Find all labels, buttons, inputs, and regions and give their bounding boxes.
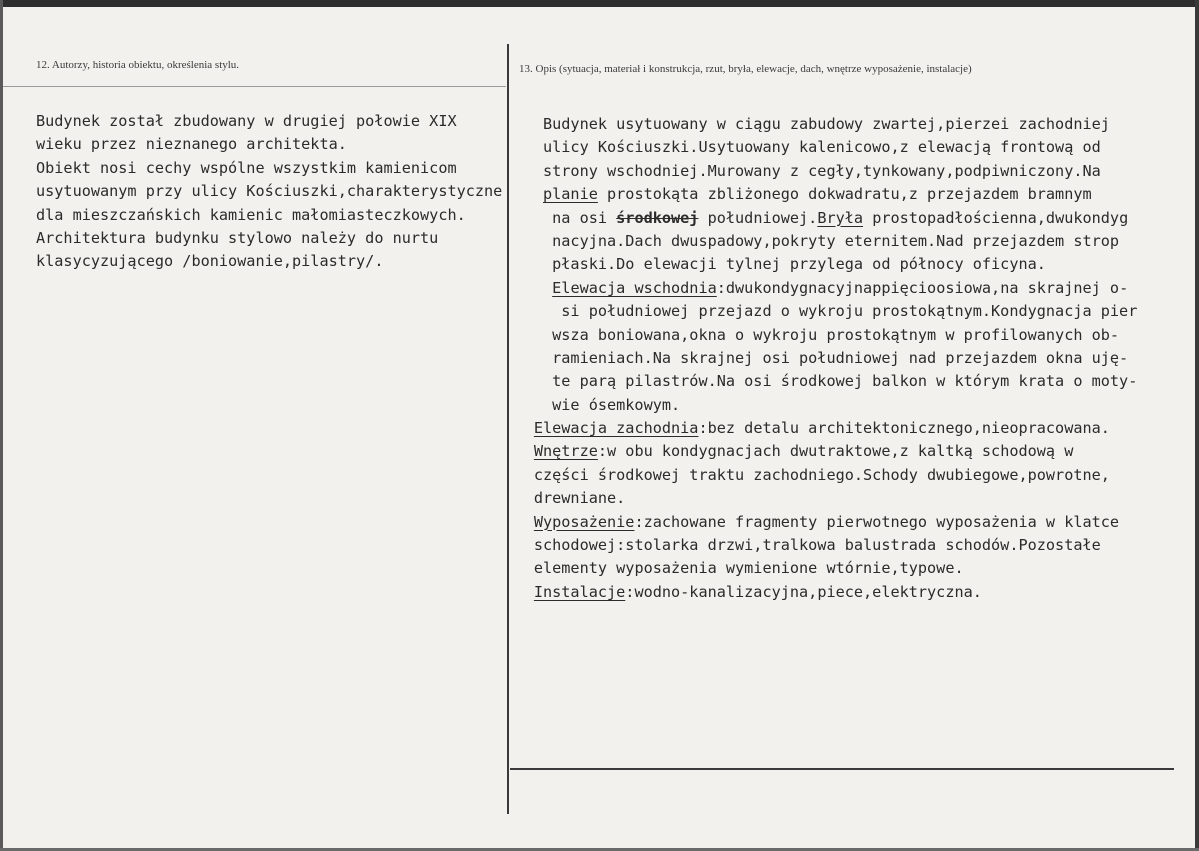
description-line (534, 511, 1137, 534)
section-term: planie (543, 185, 598, 204)
description-text: prostokąta zbliżonego dokwadratu,z przejazdem bramnym (597, 185, 1092, 204)
description-text-column (533, 113, 1138, 604)
description-line (543, 277, 1137, 300)
history-line: dla mieszczańskich kamienic małomiasteczkowych. (36, 205, 466, 224)
history-line: Architektura budynku stylowo należy do nurtu (36, 228, 439, 247)
section-13-header: 13. Opis (sytuacja, materiał i konstrukcja, rzut, bryła, elewacje, dach, wnętrze wyposażenie, instalacje) (519, 63, 972, 75)
section-term: Wnętrze (533, 442, 598, 461)
description-text: :wodno-kanalizacyjna,piece,elektryczna. (625, 582, 982, 601)
description-text: :zachowane fragmenty pierwotnego wyposażenia w klatce (634, 512, 1120, 531)
description-line (543, 136, 1137, 159)
column-divider (507, 44, 509, 814)
description-text: nacyjna.Dach dwuspadowy,pokryty eternitem.Nad przejazdem strop (543, 231, 1120, 250)
description-text: te parą pilastrów.Na osi środkowej balkon w którym krata o moty- (543, 372, 1138, 391)
description-text: :w obu kondygnacjach dwutraktowe,z kaltką schodową w (597, 442, 1074, 461)
scan-edge-right (1195, 0, 1199, 851)
description-text: części środkowej traktu zachodniego.Schody dwubiegowe,powrotne, (533, 465, 1110, 484)
description-line (543, 370, 1137, 393)
description-text: schodowej:stolarka drzwi,tralkowa balustrada schodów.Pozostałe (533, 536, 1101, 555)
description-text: :bez detalu architektonicznego,nieopracowana. (698, 419, 1110, 438)
description-text: si południowej przejazd o wykroju prostokątnym.Kondygnacja pier (543, 302, 1138, 321)
history-line: usytuowanym przy ulicy Kościuszki,charakterystyczne (36, 182, 503, 201)
description-line (543, 253, 1137, 276)
description-text: ramieniach.Na skrajnej osi południowej nad przejazdem okna uję- (543, 348, 1129, 367)
struck-out-word: środkowej (616, 208, 699, 227)
description-text: Budynek usytuowany w ciągu zabudowy zwartej,pierzei zachodniej (543, 115, 1110, 133)
description-line (543, 347, 1137, 370)
section-term: Instalacje (533, 582, 626, 601)
description-line (543, 207, 1137, 230)
description-text: południowej. (698, 208, 818, 227)
history-text-column (36, 110, 502, 274)
description-text: strony wschodniej.Murowany z cegły,tynkowany,podpiwniczony.Na (543, 161, 1101, 180)
description-line (543, 113, 1137, 136)
section-term: Elewacja zachodnia (533, 419, 699, 438)
description-text: ulicy Kościuszki.Usytuowany kalenicowo,z elewacją frontową od (543, 138, 1101, 157)
description-line (534, 440, 1137, 463)
description-line (534, 581, 1137, 604)
description-line (543, 160, 1137, 183)
description-line (543, 324, 1137, 347)
description-line (534, 487, 1137, 510)
description-text: drewniane. (533, 489, 626, 508)
section-term: Elewacja wschodnia (552, 278, 717, 297)
description-text: elementy wyposażenia wymienione wtórnie,typowe. (533, 559, 964, 578)
description-line (543, 230, 1137, 253)
history-line: klasycyzującego /boniowanie,pilastry/. (36, 252, 384, 271)
description-text: prostopadłościenna,dwukondyg (863, 208, 1129, 227)
history-line: Obiekt nosi cechy wspólne wszystkim kamienicom (36, 158, 457, 177)
left-header-rule (3, 86, 506, 87)
description-line (534, 417, 1137, 440)
description-line (534, 464, 1137, 487)
section-term: Wyposażenie (533, 512, 635, 531)
description-line (543, 300, 1137, 323)
scan-edge-left (0, 0, 3, 851)
section-12-header: 12. Autorzy, historia obiektu, określenia stylu. (36, 59, 240, 71)
description-text (543, 279, 552, 297)
history-line: Budynek został zbudowany w drugiej połowie XIX (36, 112, 457, 130)
description-text: :dwukondygnacyjnappięcioosiowa,na skrajnej o- (716, 278, 1129, 297)
description-line (543, 183, 1137, 206)
scan-edge-top (0, 0, 1199, 7)
description-text: płaski.Do elewacji tylnej przylega od północy oficyna. (543, 255, 1046, 274)
description-line (534, 557, 1137, 580)
history-line: wieku przez nieznanego architekta. (36, 135, 347, 154)
description-text: wsza boniowana,okna o wykroju prostokątnym w profilowanych ob- (543, 325, 1120, 344)
description-line (543, 394, 1137, 417)
description-line (534, 534, 1137, 557)
description-text: wie ósemkowym. (543, 395, 681, 414)
description-text: na osi (543, 208, 617, 227)
section-term: Bryła (817, 208, 864, 227)
bottom-rule (510, 768, 1174, 770)
